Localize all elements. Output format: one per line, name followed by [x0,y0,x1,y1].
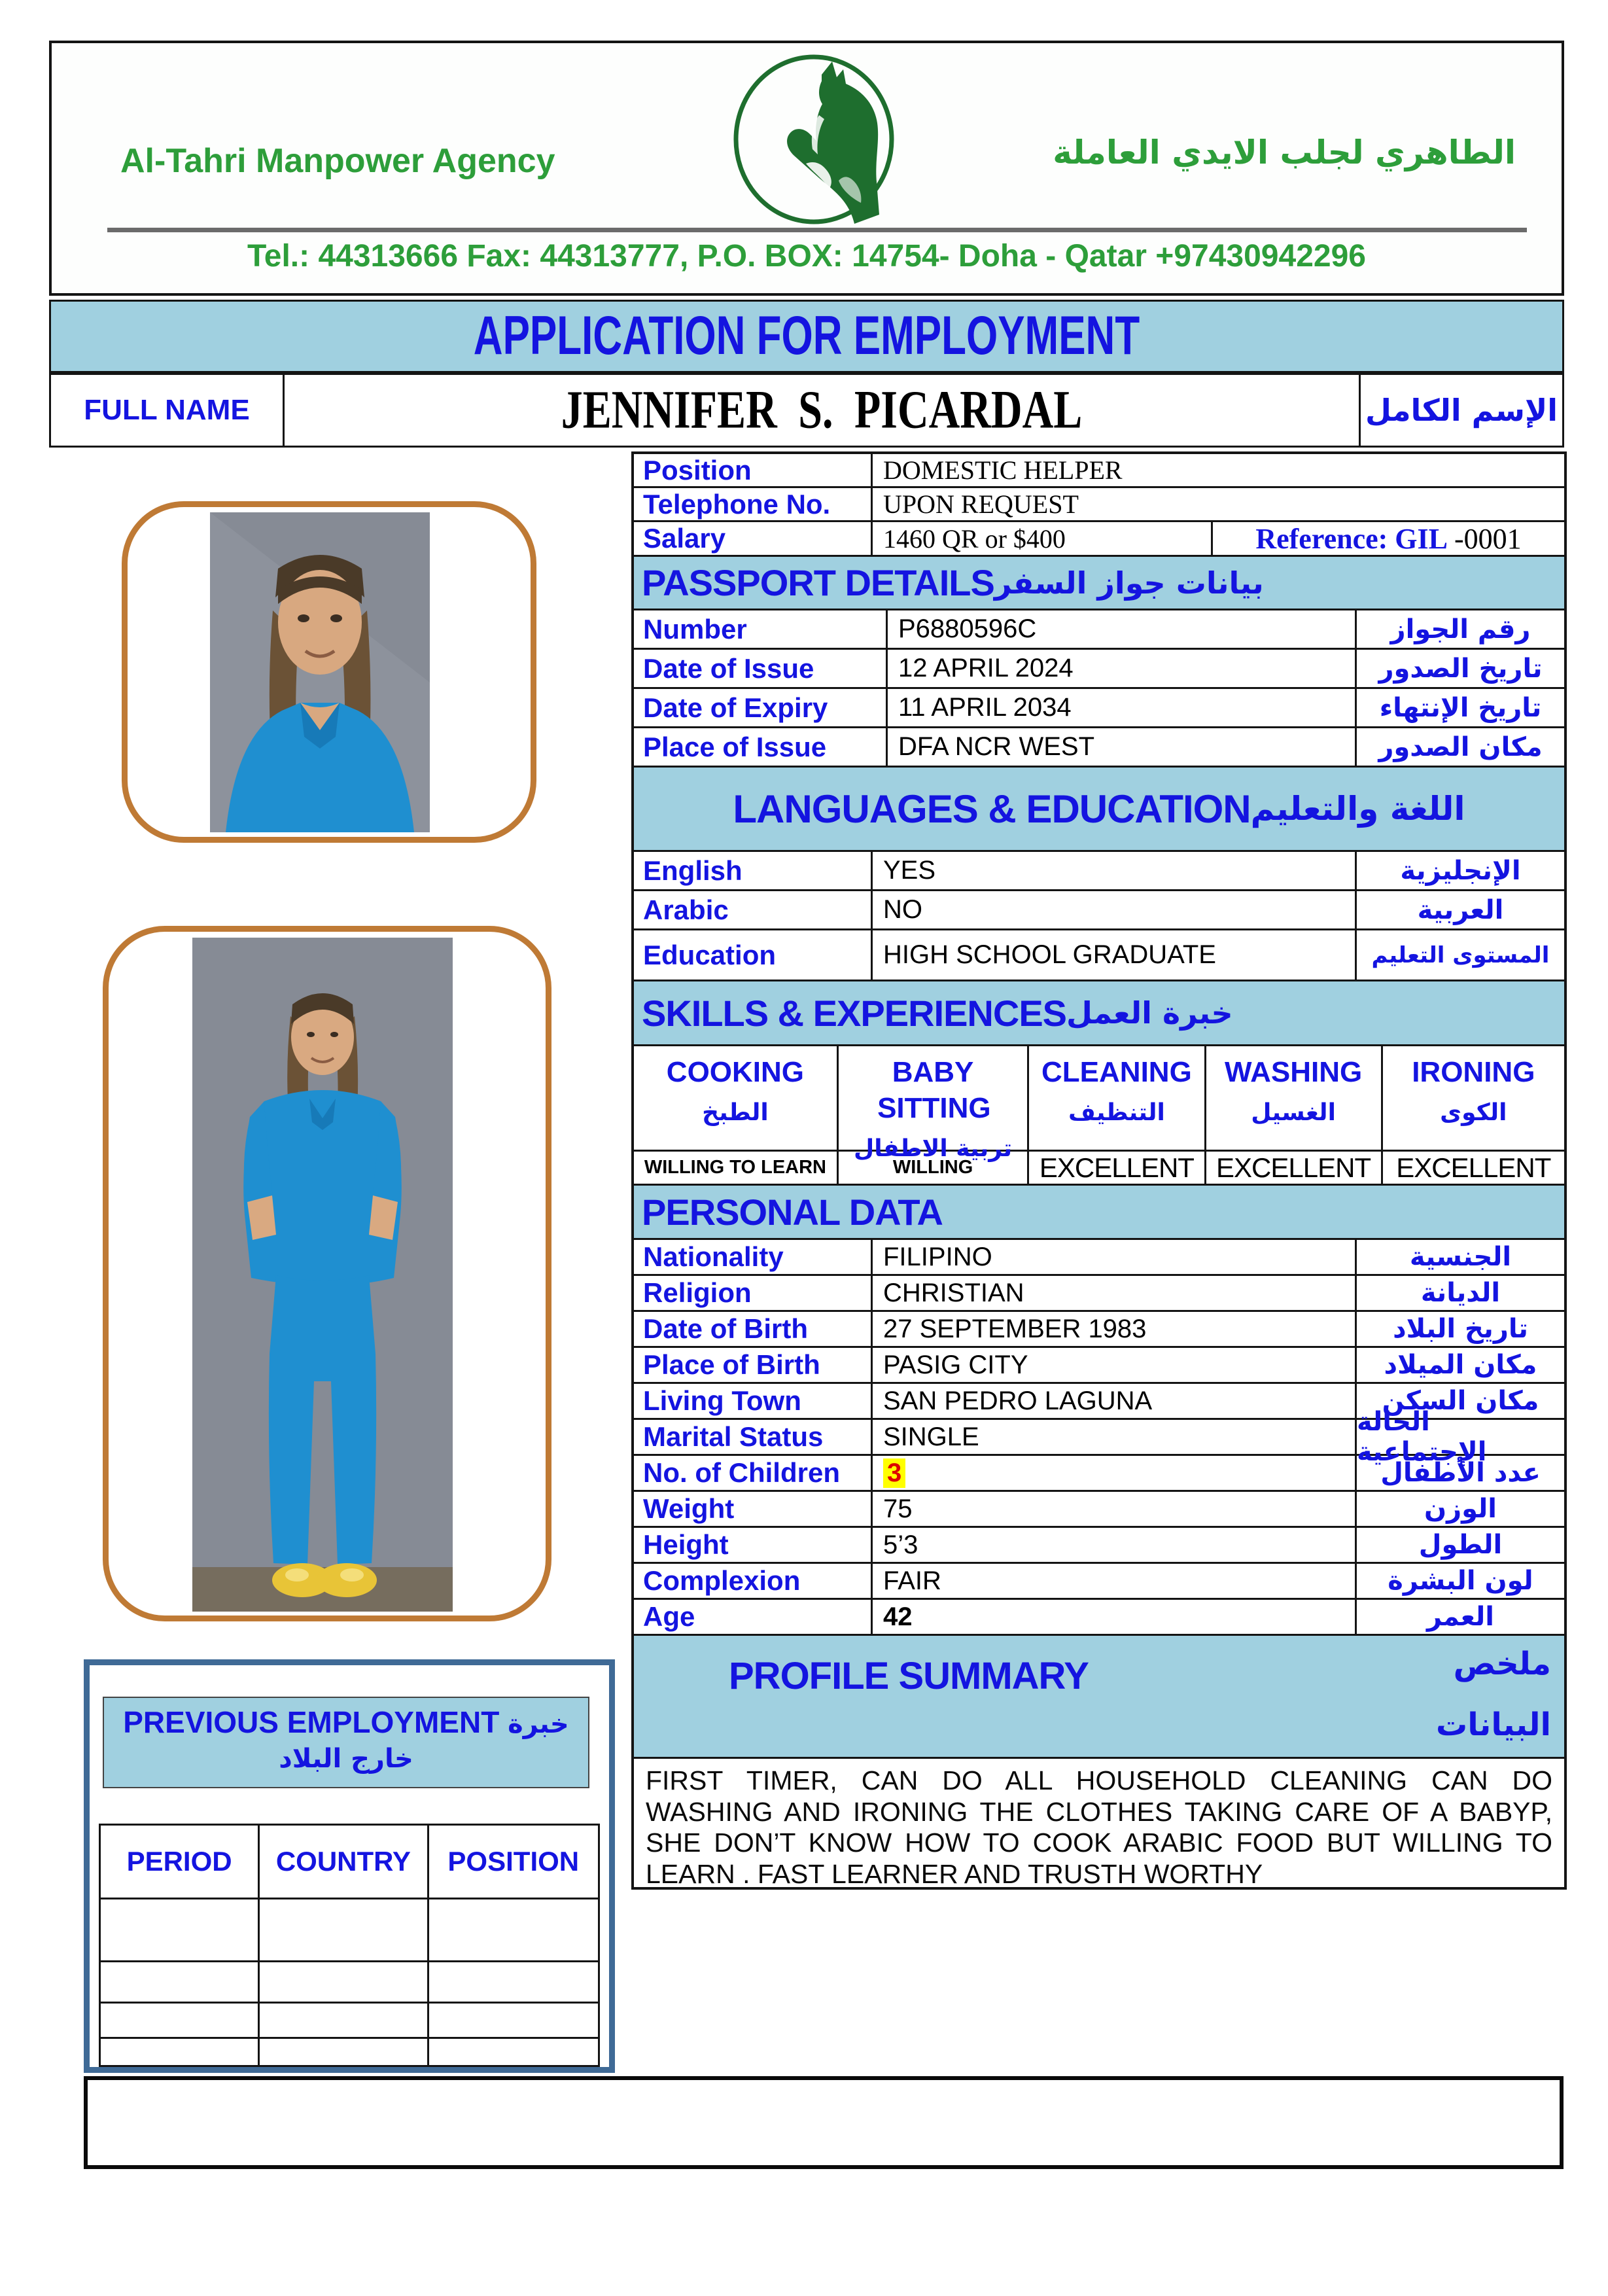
languages-education-banner [634,768,1564,852]
table-row [634,454,1564,488]
education-label: Education [634,930,873,980]
babysitting-header-ar: تربية الاطفال [853,1135,1013,1162]
weight-value: 75 [883,1494,913,1523]
table-row [634,891,1564,930]
height-label-arabic: الطول [1355,1528,1564,1562]
skills-experiences-banner [634,981,1564,1046]
complexion-value: FAIR [883,1566,941,1595]
table-row [634,488,1564,522]
date-of-expiry-label-arabic: تاريخ الإنتهاء [1355,689,1564,726]
agency-name-english: Al-Tahri Manpower Agency [120,142,555,180]
table-row [101,2002,598,2037]
age-label-arabic: العمر [1355,1600,1564,1634]
religion-label: Religion [634,1276,873,1310]
children-count-highlighted: 3 [883,1458,905,1488]
passport-number-label: Number [634,610,888,648]
age-value: 42 [883,1602,913,1631]
living-town-label: Living Town [634,1384,873,1418]
profile-summary-title-arabic-2: البيانات [1436,1706,1551,1743]
table-row [101,1898,598,1960]
applicant-fullbody-photo [192,938,453,1612]
fullbody-photo-frame [103,926,551,1621]
skills-banner-title: SKILLS & EXPERIENCES [642,992,1067,1034]
cleaning-value: EXCELLENT [1039,1152,1194,1183]
marital-status-label: Marital Status [634,1420,873,1454]
table-row [634,1456,1564,1492]
religion-value: CHRISTIAN [883,1278,1024,1307]
ironing-header-ar: الكوى [1440,1099,1507,1126]
cooking-header [634,1046,839,1150]
education-label-arabic: المستوى التعليم [1355,930,1564,980]
age-label: Age [634,1600,873,1634]
application-details-table [631,451,1567,1890]
applicant-headshot-photo [210,512,430,832]
children-label-arabic: عدد الأطفال [1355,1456,1564,1490]
previous-employment-header-row [101,1826,598,1898]
cleaning-header-ar: التنظيف [1068,1099,1165,1126]
complexion-label-arabic: لون البشرة [1355,1564,1564,1598]
languages-banner-title-arabic: اللغة والتعليم [1250,790,1465,828]
table-row [634,1348,1564,1384]
height-label: Height [634,1528,873,1562]
place-of-birth-label-arabic: مكان الميلاد [1355,1348,1564,1382]
place-of-issue-label-arabic: مكان الصدور [1355,728,1564,766]
previous-employment-banner [103,1697,589,1788]
ironing-header-en: IRONING [1412,1056,1535,1088]
table-row [634,930,1564,981]
arabic-label-arabic: العربية [1355,891,1564,928]
previous-employment-section [84,1659,615,2073]
table-row [634,852,1564,891]
profile-summary-banner [634,1636,1564,1759]
salary-label: Salary [634,522,873,555]
washing-header [1206,1046,1383,1150]
salary-value: 1460 QR or $400 [883,523,1066,554]
header-divider [107,228,1527,232]
passport-number-value: P6880596C [898,614,1037,643]
education-value: HIGH SCHOOL GRADUATE [883,940,1216,969]
ironing-header [1383,1046,1564,1150]
marital-status-label-arabic: الحالة الإجتماعية [1355,1420,1564,1454]
cleaning-header [1029,1046,1206,1150]
profile-summary-title-arabic-1: ملخص [1453,1646,1551,1682]
nationality-value: FILIPINO [883,1242,992,1271]
table-row [634,650,1564,689]
washing-value: EXCELLENT [1216,1152,1371,1183]
agency-name-arabic: الطاهري لجلب الايدي العاملة [1053,133,1516,171]
cooking-header-ar: الطبخ [702,1099,769,1126]
previous-employment-title: PREVIOUS EMPLOYMENT [123,1705,500,1739]
table-row [634,689,1564,728]
date-of-issue-value: 12 APRIL 2024 [898,654,1074,682]
children-label: No. of Children [634,1456,873,1490]
position-value: DOMESTIC HELPER [883,455,1123,485]
personal-data-banner [634,1186,1564,1240]
cooking-header-en: COOKING [666,1056,805,1088]
date-of-issue-label: Date of Issue [634,650,888,687]
place-of-issue-label: Place of Issue [634,728,888,766]
arabic-value: NO [883,895,922,924]
passport-number-label-arabic: رقم الجواز [1355,610,1564,648]
agency-header [49,41,1564,296]
living-town-label-arabic: مكان السكن [1355,1384,1564,1418]
skills-header-row [634,1046,1564,1162]
passport-banner-title-arabic: بيانات جواز السفر [994,565,1264,601]
date-of-birth-label: Date of Birth [634,1312,873,1346]
ironing-value: EXCELLENT [1396,1152,1551,1183]
weight-label: Weight [634,1492,873,1526]
reference-label: Reference: GIL [1255,522,1448,555]
personal-data-banner-title: PERSONAL DATA [642,1191,943,1233]
table-row [634,1564,1564,1600]
children-value-cell [873,1456,1355,1490]
weight-label-arabic: الوزن [1355,1492,1564,1526]
babysitting-value: WILLING [892,1157,973,1178]
profile-summary-title: PROFILE SUMMARY [729,1655,1089,1697]
date-of-expiry-label: Date of Expiry [634,689,888,726]
full-name-label: FULL NAME [51,375,285,446]
previous-employment-title-arabic-1: خبرة [508,1709,569,1739]
place-of-birth-value: PASIG CITY [883,1350,1028,1379]
previous-employment-table [99,1824,600,2067]
full-name-label-arabic: الإسم الكامل [1365,393,1558,428]
marital-status-value: SINGLE [883,1422,979,1451]
table-row [634,522,1564,557]
table-row [634,1407,1564,1467]
place-of-birth-label: Place of Birth [634,1348,873,1382]
height-value: 5’3 [883,1530,918,1559]
table-row [634,1312,1564,1348]
date-of-expiry-value: 11 APRIL 2034 [898,693,1072,722]
headshot-photo-frame [122,501,536,843]
agency-contact-line: Tel.: 44313666 Fax: 44313777, P.O. BOX: 14754- Doha - Qatar +97430942296 [247,239,1366,274]
washing-header-ar: الغسيل [1251,1099,1336,1126]
reference-number: -0001 [1454,522,1522,555]
document-title: APPLICATION FOR EMPLOYMENT [473,305,1140,366]
religion-label-arabic: الديانة [1355,1276,1564,1310]
country-column-header: COUNTRY [260,1826,428,1898]
english-label: English [634,852,873,889]
footer-empty-box [84,2076,1564,2169]
date-of-birth-label-arabic: تاريخ البلاد [1355,1312,1564,1346]
table-row [634,1276,1564,1312]
languages-banner-title: LANGUAGES & EDUCATION [733,786,1251,831]
cleaning-header-en: CLEANING [1041,1056,1192,1088]
skills-values-row [634,1152,1564,1186]
living-town-value: SAN PEDRO LAGUNA [883,1386,1153,1415]
applicant-name: JENNIFER S. PICARDAL [561,380,1083,440]
applicant-name-cell [285,375,1361,446]
telephone-value: UPON REQUEST [883,489,1079,519]
complexion-label: Complexion [634,1564,873,1598]
table-row [634,1600,1564,1636]
reference-cell [1211,522,1564,555]
skills-banner-title-arabic: خبرة العمل [1066,995,1233,1031]
telephone-label: Telephone No. [634,488,873,520]
full-name-row [49,373,1564,448]
table-row [101,2037,598,2065]
date-of-birth-value: 27 SEPTEMBER 1983 [883,1314,1147,1343]
table-row [634,610,1564,650]
nationality-label: Nationality [634,1240,873,1274]
babysitting-header [839,1046,1030,1162]
table-row [634,728,1564,768]
english-value: YES [883,856,936,885]
place-of-issue-value: DFA NCR WEST [898,732,1095,761]
table-row [634,1528,1564,1564]
document-title-banner [49,300,1564,373]
position-column-header: POSITION [447,1846,580,1877]
washing-header-en: WASHING [1224,1056,1363,1088]
nationality-label-arabic: الجنسية [1355,1240,1564,1274]
arabic-label: Arabic [634,891,873,928]
babysitting-header-en: BABY SITTING [877,1056,991,1124]
table-row [634,1492,1564,1528]
english-label-arabic: الإنجليزية [1355,852,1564,889]
date-of-issue-label-arabic: تاريخ الصدور [1355,650,1564,687]
passport-banner-title: PASSPORT DETAILS [642,562,994,603]
cooking-value: WILLING TO LEARN [644,1157,826,1178]
horse-logo-icon [729,52,899,226]
period-column-header: PERIOD [101,1826,260,1898]
profile-summary-text: FIRST TIMER, CAN DO ALL HOUSEHOLD CLEANING CAN DO WASHING AND IRONING THE CLOTHES TAKING CARE OF A BABYP, SHE DON’T KNOW HOW TO COOK ARABIC FOOD BUT WILLING TO LEARN . FAST LEARNER AND TRUSTH WORTHY [646,1765,1552,1889]
passport-details-banner [634,557,1564,610]
table-row [634,1240,1564,1276]
previous-employment-title-arabic-2: خارج البلاد [279,1744,413,1774]
table-row [101,1960,598,2002]
position-label: Position [634,454,873,486]
